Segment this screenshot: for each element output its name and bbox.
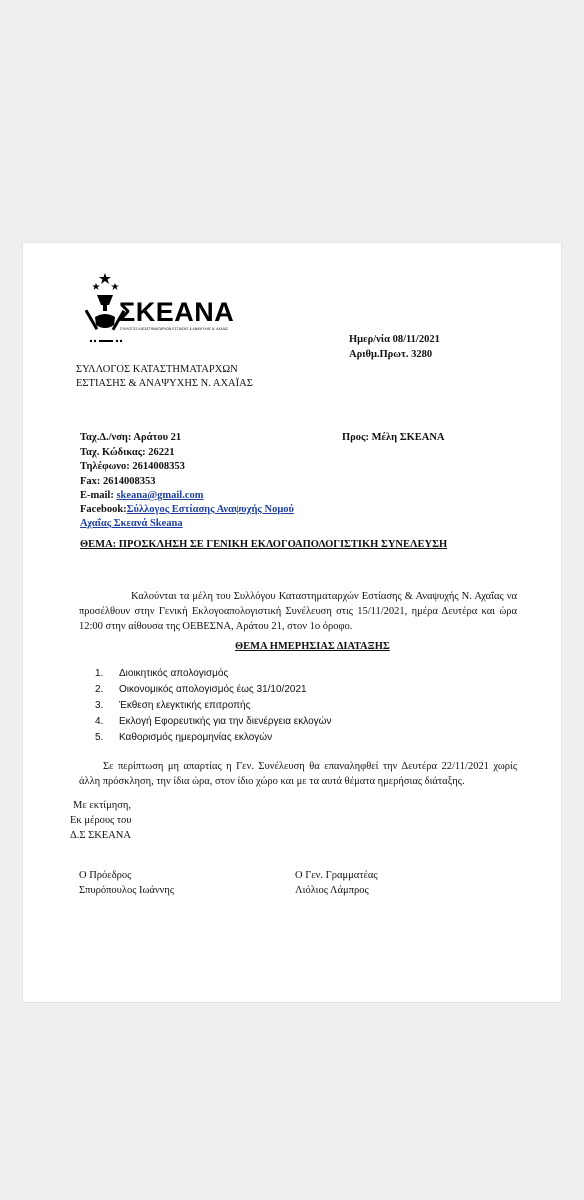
closing-line1: Με εκτίμηση, <box>73 800 132 811</box>
skeana-logo <box>85 271 255 349</box>
agenda-item-number: 2. <box>95 684 104 695</box>
recipient: Προς: Μέλη ΣΚΕΑΝΑ <box>342 432 445 443</box>
logo-wordmark: ΣΚΕΑΝΑ <box>119 297 235 327</box>
email-label: E-mail: <box>80 490 117 501</box>
facebook-link-line2[interactable]: Αχαΐας Σκεανά Skeana <box>80 518 183 529</box>
intro-paragraph: Καλούνται τα μέλη του Συλλόγου Καταστηματαρχών Εστίασης & Αναψυχής Ν. Αχαΐας να προσέλθουν στην Γενική Εκλογοαπολογιστική Συνέλευση στις 15/11/2021, ημέρα Δευτέρα και ώρα 12:00 στην αίθουσα της ΟΕΒΕΣΝΑ, Αράτου 21, στον 1ο όροφο. <box>79 591 517 632</box>
agenda-item-text: Έκθεση ελεγκτικής επιτροπής <box>119 700 251 711</box>
agenda-item-number: 3. <box>95 700 104 711</box>
subject-line: ΘΕΜΑ: ΠΡΟΣΚΛΗΣΗ ΣΕ ΓΕΝΙΚΗ ΕΚΛΟΓΟΑΠΟΛΟΓΙΣΤΙΚΗ ΣΥΝΕΛΕΥΣΗ <box>80 539 448 550</box>
agenda-item-text: Εκλογή Εφορευτικής για την διενέργεια εκλογών <box>119 716 332 727</box>
quorum-paragraph: Σε περίπτωση μη απαρτίας η Γεν. Συνέλευση θα επαναληφθεί την Δευτέρα 22/11/2021 χωρίς άλλη πρόσκληση, την ίδια ώρα, στον ίδιο χώρο και με τα αυτά θέματα ημερήσιας διάταξης. <box>79 761 517 787</box>
contact-facebook-row <box>80 504 294 515</box>
agenda-item <box>95 684 307 695</box>
agenda-item-text: Διοικητικός απολογισμός <box>119 668 229 679</box>
agenda-title: ΘΕΜΑ ΗΜΕΡΗΣΙΑΣ ΔΙΑΤΑΞΗΣ <box>235 641 390 652</box>
facebook-link-line1[interactable]: Σύλλογος Εστίασης Αναψυχής Νομού <box>126 504 294 515</box>
facebook-label: Facebook: <box>80 504 127 515</box>
agenda-item <box>95 732 273 743</box>
closing-line2: Εκ μέρους του <box>70 815 132 826</box>
email-link[interactable]: skeana@gmail.com <box>116 490 204 501</box>
document-date: Ημερ/νία 08/11/2021 <box>349 334 440 345</box>
agenda-item-text: Οικονομικός απολογισμός έως 31/10/2021 <box>119 684 307 695</box>
president-name: Σπυρόπουλος Ιωάννης <box>79 885 175 896</box>
contact-address: Ταχ.Δ./νση: Αράτου 21 <box>80 432 182 443</box>
org-name-line2: ΕΣΤΙΑΣΗΣ & ΑΝΑΨΥΧΗΣ Ν. ΑΧΑΪΑΣ <box>76 378 253 389</box>
agenda-item-number: 4. <box>95 716 104 727</box>
secretary-title: Ο Γεν. Γραμματέας <box>295 870 378 881</box>
contact-postal-code: Ταχ. Κώδικας: 26221 <box>80 447 175 458</box>
agenda-item <box>95 668 229 679</box>
closing-line3: Δ.Σ ΣΚΕΑΝΑ <box>70 830 131 841</box>
agenda-item <box>95 700 251 711</box>
document-page <box>23 243 561 1002</box>
logo-subtitle: ΣΥΛΛΟΓΟΣ ΚΑΤΑΣΤΗΜΑΤΑΡΧΩΝ ΕΣΤΙΑΣΗΣ & ΑΝΑΨΥΧΗΣ Ν. ΑΧΑΪΑΣ <box>120 327 229 331</box>
agenda-item-number: 5. <box>95 732 104 743</box>
org-name-line1: ΣΥΛΛΟΓΟΣ ΚΑΤΑΣΤΗΜΑΤΑΡΧΩΝ <box>76 364 238 375</box>
protocol-number: Αριθμ.Πρωτ. 3280 <box>349 349 433 360</box>
contact-phone: Τηλέφωνο: 2614008353 <box>80 461 185 472</box>
agenda-item-number: 1. <box>95 668 104 679</box>
secretary-name: Λιόλιος Λάμπρος <box>295 885 369 896</box>
agenda-item-text: Καθορισμός ημερομηνίας εκλογών <box>119 732 273 743</box>
president-title: Ο Πρόεδρος <box>79 870 132 881</box>
contact-facebook-row2 <box>80 518 183 529</box>
agenda-item <box>95 716 332 727</box>
contact-email-row <box>80 490 204 501</box>
contact-fax: Fax: 2614008353 <box>80 476 156 487</box>
